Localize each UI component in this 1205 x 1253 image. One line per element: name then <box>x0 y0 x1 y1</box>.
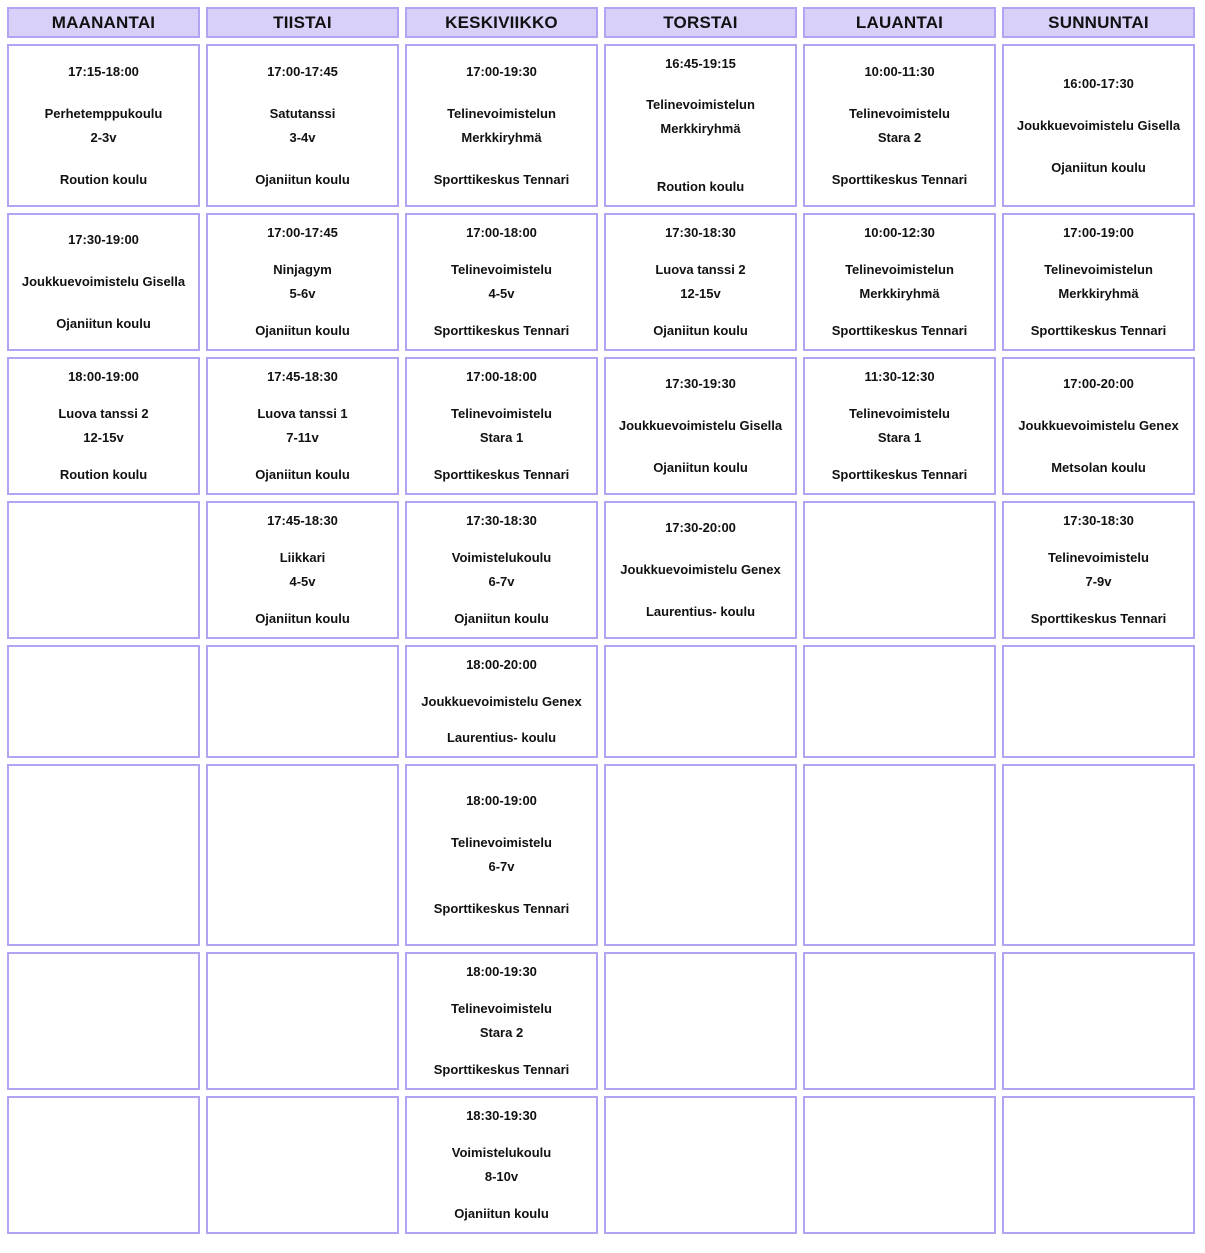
class-time: 17:45-18:30 <box>267 513 338 528</box>
class-time: 10:00-11:30 <box>864 63 935 79</box>
class-cell <box>1002 501 1195 639</box>
class-info: 6-7v <box>488 574 515 589</box>
class-info: Sporttikeskus Tennari <box>433 171 570 187</box>
class-cell <box>405 501 598 639</box>
class-time: 17:00-17:45 <box>267 63 338 79</box>
class-info: Voimistelukoulu <box>451 1145 552 1160</box>
class-info: Joukkuevoimistelu Gisella <box>21 274 186 289</box>
empty-cell <box>1002 764 1195 946</box>
class-info: Sporttikeskus Tennari <box>433 467 570 482</box>
class-info: 12-15v <box>83 430 124 445</box>
class-info: Ojaniitun koulu <box>1051 159 1146 175</box>
class-time: 17:30-20:00 <box>665 520 736 535</box>
empty-cell <box>803 645 996 758</box>
class-info: Telinevoimistelu <box>849 406 950 421</box>
class-info: Telinevoimistelu <box>451 406 552 421</box>
class-info: Luova tanssi 1 <box>257 406 348 421</box>
class-info: Laurentius- koulu <box>645 604 756 619</box>
class-info: Ojaniitun koulu <box>653 323 748 338</box>
class-time: 17:30-18:30 <box>466 513 537 528</box>
class-cell <box>7 357 200 495</box>
empty-cell <box>1002 952 1195 1090</box>
empty-cell <box>604 764 797 946</box>
class-info: Roution koulu <box>656 179 745 194</box>
class-time: 17:30-19:00 <box>68 232 139 247</box>
class-info: Joukkuevoimistelu Gisella <box>618 418 783 433</box>
class-info: Roution koulu <box>59 171 148 187</box>
class-cell <box>7 44 200 207</box>
class-info: Telinevoimistelu <box>1048 550 1149 565</box>
class-cell <box>604 213 797 351</box>
class-info: Ojaniitun koulu <box>255 323 350 338</box>
class-cell <box>405 1096 598 1234</box>
empty-cell <box>604 952 797 1090</box>
class-info: Perhetemppukoulu <box>44 105 163 121</box>
class-info: Sporttikeskus Tennari <box>433 901 570 916</box>
class-cell <box>803 357 996 495</box>
class-info: Stara 2 <box>877 129 922 145</box>
class-info: Ojaniitun koulu <box>653 460 748 475</box>
class-info: Sporttikeskus Tennari <box>1030 323 1167 338</box>
class-time: 18:00-19:30 <box>466 964 537 979</box>
empty-cell <box>803 501 996 639</box>
class-info: 7-9v <box>1085 574 1112 589</box>
class-info: Sporttikeskus Tennari <box>831 171 968 187</box>
class-info: Joukkuevoimistelu Genex <box>421 693 582 709</box>
class-cell <box>405 357 598 495</box>
class-info: Joukkuevoimistelu Genex <box>620 562 781 577</box>
day-header: LAUANTAI <box>803 7 996 38</box>
class-info: 6-7v <box>488 859 515 874</box>
class-info: Merkkiryhmä <box>660 121 741 136</box>
day-header: MAANANTAI <box>7 7 200 38</box>
class-info: 4-5v <box>488 286 515 301</box>
class-info: Ojaniitun koulu <box>255 467 350 482</box>
class-time: 17:00-18:00 <box>466 225 537 240</box>
class-cell <box>604 44 797 207</box>
day-header: SUNNUNTAI <box>1002 7 1195 38</box>
class-cell <box>206 357 399 495</box>
class-info: Sporttikeskus Tennari <box>831 323 968 338</box>
class-time: 18:00-20:00 <box>466 657 537 672</box>
class-cell <box>803 44 996 207</box>
empty-cell <box>803 1096 996 1234</box>
class-cell <box>206 44 399 207</box>
class-info: Ojaniitun koulu <box>255 611 350 626</box>
class-cell <box>405 952 598 1090</box>
empty-cell <box>7 645 200 758</box>
weekly-schedule-grid <box>7 7 1195 1234</box>
empty-cell <box>7 501 200 639</box>
class-info: 2-3v <box>90 129 117 145</box>
class-info: Ojaniitun koulu <box>56 316 151 331</box>
class-time: 17:00-18:00 <box>466 369 537 384</box>
class-info: 3-4v <box>289 129 316 145</box>
class-info: Liikkari <box>279 550 326 565</box>
class-info: Ojaniitun koulu <box>255 171 350 187</box>
class-info: Ojaniitun koulu <box>454 1206 549 1221</box>
class-cell <box>1002 213 1195 351</box>
class-info: Ojaniitun koulu <box>454 611 549 626</box>
empty-cell <box>206 1096 399 1234</box>
class-info: Laurentius- koulu <box>446 730 557 745</box>
class-time: 17:00-20:00 <box>1063 376 1134 391</box>
class-cell <box>604 357 797 495</box>
class-time: 18:00-19:00 <box>466 793 537 808</box>
class-info: Joukkuevoimistelu Gisella <box>1016 117 1181 133</box>
class-cell <box>405 764 598 946</box>
day-header: TORSTAI <box>604 7 797 38</box>
class-info: Telinevoimistelun <box>447 105 556 121</box>
class-time: 16:00-17:30 <box>1063 75 1134 91</box>
class-info: Luova tanssi 2 <box>655 262 746 277</box>
empty-cell <box>803 952 996 1090</box>
class-time: 17:30-18:30 <box>1063 513 1134 528</box>
empty-cell <box>1002 645 1195 758</box>
class-info: Merkkiryhmä <box>1058 286 1139 301</box>
empty-cell <box>1002 1096 1195 1234</box>
class-info: Sporttikeskus Tennari <box>433 1062 570 1077</box>
class-info: Telinevoimistelun <box>1044 262 1153 277</box>
class-cell <box>803 213 996 351</box>
class-info: Joukkuevoimistelu Genex <box>1018 418 1179 433</box>
class-info: Voimistelukoulu <box>451 550 552 565</box>
empty-cell <box>7 764 200 946</box>
empty-cell <box>604 645 797 758</box>
class-cell <box>405 213 598 351</box>
class-info: Telinevoimistelu <box>451 835 552 850</box>
class-info: Sporttikeskus Tennari <box>831 467 968 482</box>
class-info: Stara 1 <box>479 430 524 445</box>
class-cell <box>405 44 598 207</box>
class-time: 17:30-19:30 <box>665 376 736 391</box>
day-header: KESKIVIIKKO <box>405 7 598 38</box>
class-info: 8-10v <box>484 1169 519 1184</box>
class-info: Sporttikeskus Tennari <box>1030 611 1167 626</box>
class-info: 12-15v <box>680 286 721 301</box>
class-info: Sporttikeskus Tennari <box>433 323 570 338</box>
class-time: 10:00-12:30 <box>864 225 935 240</box>
class-cell <box>604 501 797 639</box>
class-time: 17:00-17:45 <box>267 225 338 240</box>
empty-cell <box>803 764 996 946</box>
class-info: 5-6v <box>289 286 316 301</box>
class-info: Stara 1 <box>877 430 922 445</box>
empty-cell <box>7 1096 200 1234</box>
class-time: 17:00-19:30 <box>466 63 537 79</box>
class-time: 17:00-19:00 <box>1063 225 1134 240</box>
class-time: 17:15-18:00 <box>68 63 139 79</box>
class-time: 18:00-19:00 <box>68 369 139 384</box>
class-time: 17:45-18:30 <box>267 369 338 384</box>
class-cell <box>1002 44 1195 207</box>
class-time: 11:30-12:30 <box>864 369 935 384</box>
class-time: 17:30-18:30 <box>665 225 736 240</box>
class-info: Stara 2 <box>479 1025 524 1040</box>
class-cell <box>206 501 399 639</box>
class-info: Roution koulu <box>59 467 148 482</box>
class-info: Telinevoimistelun <box>845 262 954 277</box>
class-info: Merkkiryhmä <box>859 286 940 301</box>
empty-cell <box>206 952 399 1090</box>
class-info: Ninjagym <box>273 262 332 277</box>
class-info: 4-5v <box>289 574 316 589</box>
class-info: Luova tanssi 2 <box>58 406 149 421</box>
empty-cell <box>604 1096 797 1234</box>
class-cell <box>1002 357 1195 495</box>
empty-cell <box>206 764 399 946</box>
empty-cell <box>206 645 399 758</box>
class-info: 7-11v <box>286 430 319 445</box>
class-info: Metsolan koulu <box>1051 460 1146 475</box>
class-time: 16:45-19:15 <box>665 56 736 71</box>
day-header: TIISTAI <box>206 7 399 38</box>
class-info: Merkkiryhmä <box>461 129 542 145</box>
class-cell <box>206 213 399 351</box>
class-info: Satutanssi <box>269 105 336 121</box>
class-info: Telinevoimistelu <box>451 1001 552 1016</box>
class-cell <box>7 213 200 351</box>
class-info: Telinevoimistelun <box>646 97 755 112</box>
class-time: 18:30-19:30 <box>466 1108 537 1123</box>
empty-cell <box>7 952 200 1090</box>
class-info: Telinevoimistelu <box>451 262 552 277</box>
class-info: Telinevoimistelu <box>849 105 950 121</box>
class-cell <box>405 645 598 758</box>
